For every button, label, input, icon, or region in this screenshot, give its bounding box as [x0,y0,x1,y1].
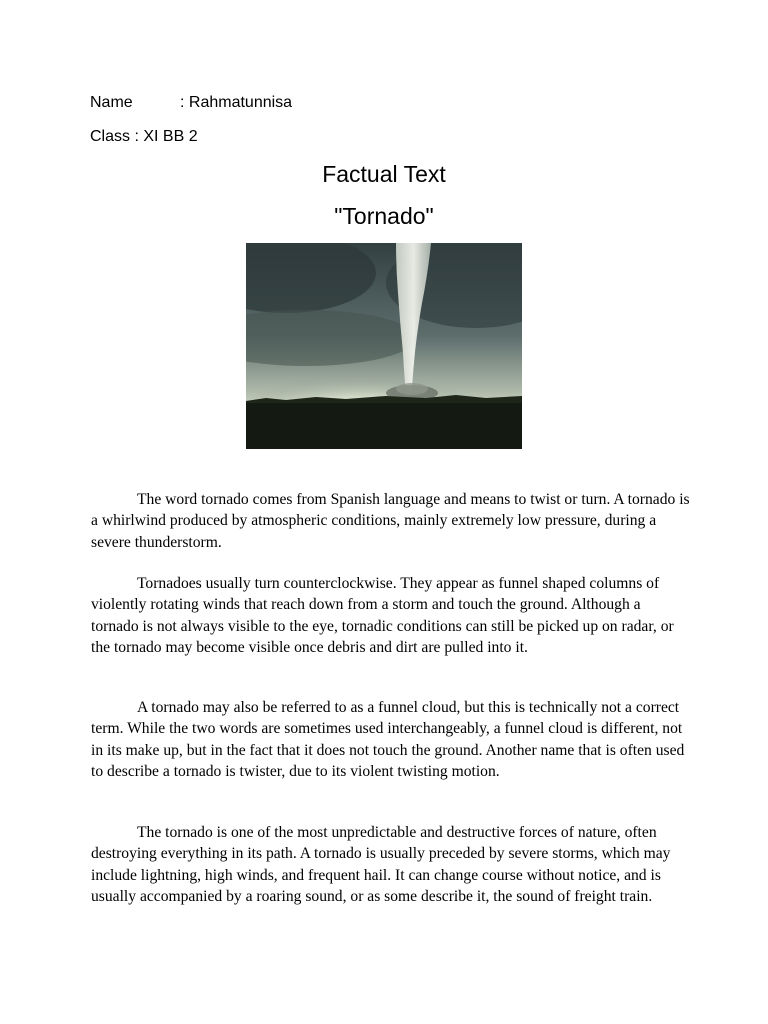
paragraph [91,822,691,907]
paragraph-text: The tornado is one of the most unpredictable and destructive forces of nature, often destroying everything in its path. A tornado is usually preceded by severe storms, which may include lightning, high winds, and frequent hail. It can change course without notice, and is usually accompanied by a roaring sound, or as some describe it, the sound of freight train. [91,824,671,905]
name-label: Name [90,94,133,111]
name-value: : Rahmatunnisa [180,94,293,111]
paragraph-text: The word tornado comes from Spanish language and means to twist or turn. A tornado is a whirlwind produced by atmospheric conditions, mainly extremely low pressure, during a severe thunderstorm. [91,491,690,551]
document-subtitle: "Tornado" [334,203,434,229]
class-line: Class : XI BB 2 [90,128,198,145]
paragraph-text: Tornadoes usually turn counterclockwise. They appear as funnel shaped columns of violently rotating winds that reach down from a storm and touch the ground. Although a tornado is not always visible to the eye, tornadic conditions can still be picked up on radar, or the tornado may become visible once debris and dirt are pulled into it. [91,575,674,656]
paragraph-text: A tornado may also be referred to as a funnel cloud, but this is technically not a correct term. While the two words are sometimes used interchangeably, a funnel cloud is different, not in its make up, but in the fact that it does not touch the ground. Another name that is often used to describe a tornado is twister, due to its violent twisting motion. [91,699,685,780]
paragraph [91,489,691,553]
paragraph [91,573,691,658]
name-line [90,93,293,113]
tornado-illustration [246,243,522,449]
paragraph [91,697,691,782]
document-title: Factual Text [322,161,446,187]
tornado-photo [246,243,522,449]
